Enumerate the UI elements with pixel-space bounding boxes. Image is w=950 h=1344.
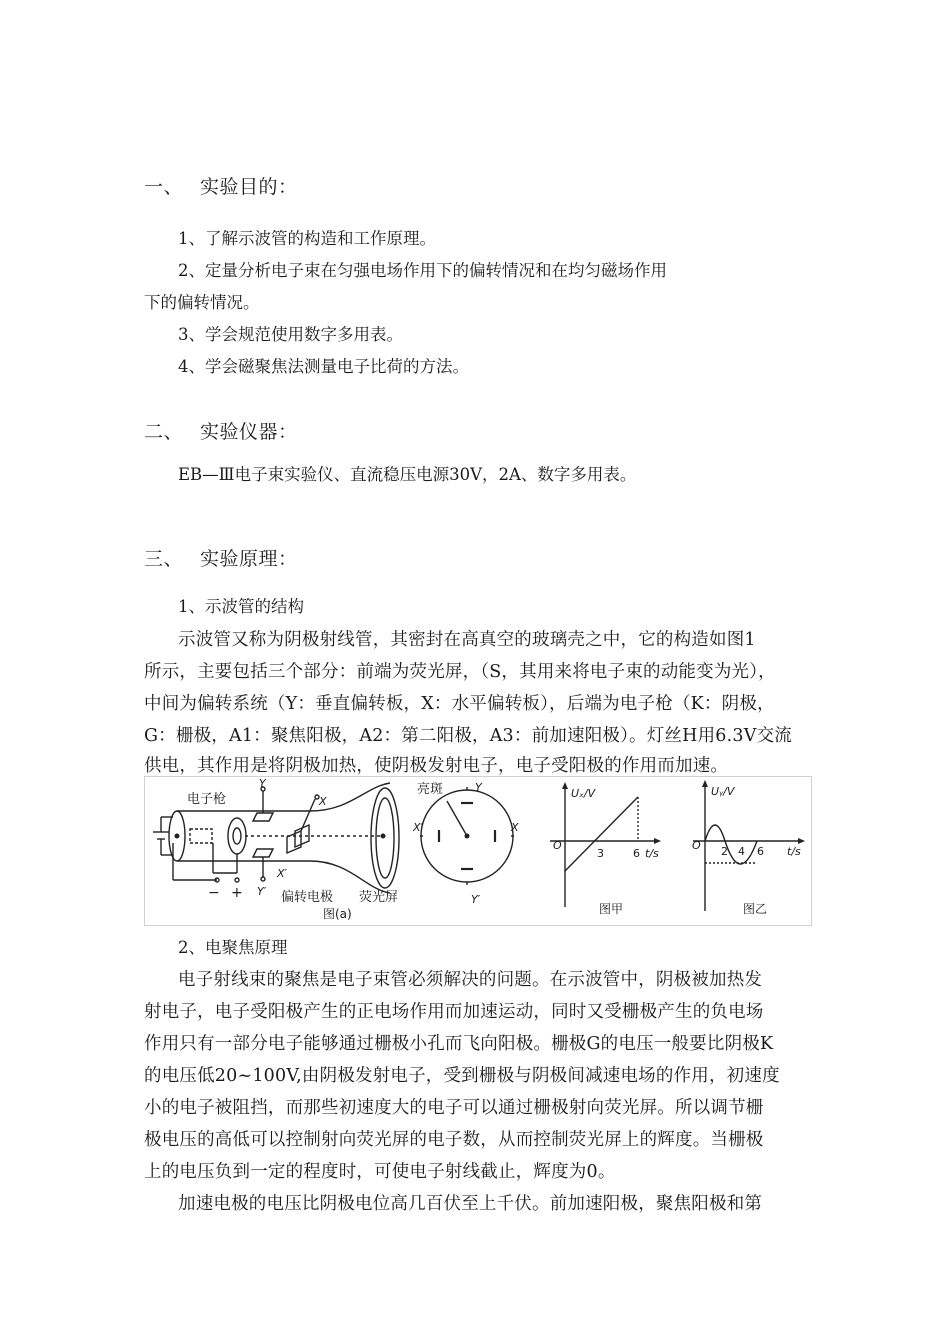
section1-item-4: 4、学会磁聚焦法测量电子比荷的方法。: [178, 357, 469, 376]
para2-line-6: 极电压的高低可以控制射向荧光屏的电子数，从而控制荧光屏上的辉度。当栅极: [144, 1130, 764, 1150]
label-screen-y-prime: Y′: [471, 893, 481, 906]
label-plus: +: [231, 885, 243, 901]
label-screen: 荧光屏: [359, 890, 399, 905]
graph-b-tick-4: 4: [738, 845, 745, 858]
graph-a-xlabel: t/s: [645, 847, 659, 860]
section1-item-2: 2、定量分析电子束在匀强电场作用下的偏转情况和在均匀磁场作用: [178, 261, 667, 280]
label-minus: −: [208, 885, 220, 901]
graph-b-tick-2: 2: [721, 845, 728, 858]
section1-title: 实验目的：: [200, 176, 298, 198]
section1-item-3: 3、学会规范使用数字多用表。: [178, 325, 403, 344]
label-screen-y: Y: [475, 781, 482, 794]
graph-b-wave: [705, 825, 757, 864]
graph-a-tick-6: 6: [633, 847, 640, 860]
section3-sub1: 1、示波管的结构: [178, 597, 304, 616]
graph-a-caption: 图甲: [599, 902, 624, 916]
anode-1: [228, 818, 246, 854]
para2-line-4: 的电压低20~100V,由阴极发射电子，受到栅极与阴极间减速电场的作用，初速度: [144, 1066, 780, 1086]
label-figure-a: 图(a): [323, 907, 352, 921]
graph-a-tick-3: 3: [597, 847, 604, 860]
section1-item-1: 1、了解示波管的构造和工作原理。: [178, 229, 436, 248]
para1-line-3: 中间为偏转系统（Y：垂直偏转板，X：水平偏转板），后端为电子枪（K：阴极，: [144, 694, 775, 714]
label-y-top: Y: [259, 777, 266, 790]
label-deflection: 偏转电极: [281, 890, 334, 905]
para1-line-5: 供电，其作用是将阴极加热，使阴极发射电子，电子受阳极的作用而加速。: [144, 756, 729, 776]
section2-title: 实验仪器：: [200, 421, 298, 443]
label-x-prime: X′: [277, 867, 288, 880]
label-electron-gun: 电子枪: [187, 792, 227, 807]
label-x: X: [319, 795, 327, 808]
graph-b-caption: 图乙: [743, 902, 768, 916]
section2-number: 二、: [144, 421, 184, 443]
para3-line-1: 加速电极的电压比阴极电位高几百伏至上千伏。前加速阳极，聚焦阳极和第: [178, 1194, 763, 1214]
para2-line-3: 作用只有一部分电子能够通过栅极小孔而飞向阳极。栅极G的电压一般要比阴极K: [144, 1034, 774, 1054]
label-y-bottom: Y′: [257, 885, 267, 898]
oscilloscope-figure: [144, 776, 812, 926]
para2-line-2: 射电子，电子受阳极产生的正电场作用而加速运动，同时又受栅极产生的负电场: [144, 1002, 764, 1022]
graph-b-ylabel: Uᵧ/V: [711, 785, 735, 798]
graph-b-xlabel: t/s: [787, 845, 801, 858]
section1-number: 一、: [144, 176, 184, 198]
y-plate-top: [253, 813, 273, 821]
para2-line-7: 上的电压负到一定的程度时，可使电子射线截止，辉度为0。: [144, 1162, 616, 1182]
section3-sub2: 2、电聚焦原理: [178, 938, 288, 957]
figure-svg: [145, 777, 811, 925]
cathode: [190, 829, 212, 843]
para1-line-2: 所示，主要包括三个部分：前端为荧光屏，（S，其用来将电子束的动能变为光），: [144, 662, 776, 682]
y-plate-bottom: [253, 849, 273, 857]
para2-line-5: 小的电子被阻挡，而那些初速度大的电子可以通过栅极射向荧光屏。所以调节栅: [144, 1098, 764, 1118]
section3-title: 实验原理：: [200, 548, 298, 570]
para1-line-1: 示波管又称为阴极射线管，其密封在高真空的玻璃壳之中，它的构造如图1: [178, 630, 756, 650]
label-screen-x-prime: X′: [413, 821, 424, 834]
section1-item-2-cont: 下的偏转情况。: [144, 293, 260, 312]
label-spot: 亮斑: [417, 782, 444, 797]
graph-b-origin: O: [692, 839, 701, 852]
graph-a-ylabel: Uₓ/V: [571, 787, 596, 800]
graph-b-tick-6: 6: [757, 845, 764, 858]
para1-line-4: G：栅极，A1：聚焦阳极，A2：第二阳极，A3：前加速阳极）。灯丝H用6.3V交流: [144, 726, 792, 746]
label-screen-x: X: [511, 821, 519, 834]
section3-number: 三、: [144, 548, 184, 570]
screen-side: [371, 788, 399, 888]
x-plate-1: [287, 831, 301, 853]
section2-text: EB—Ⅲ电子束实验仪、直流稳压电源30V，2A、数字多用表。: [178, 465, 637, 484]
graph-a-origin: O: [553, 839, 562, 852]
para2-line-1: 电子射线束的聚焦是电子束管必须解决的问题。在示波管中，阴极被加热发: [178, 970, 763, 990]
